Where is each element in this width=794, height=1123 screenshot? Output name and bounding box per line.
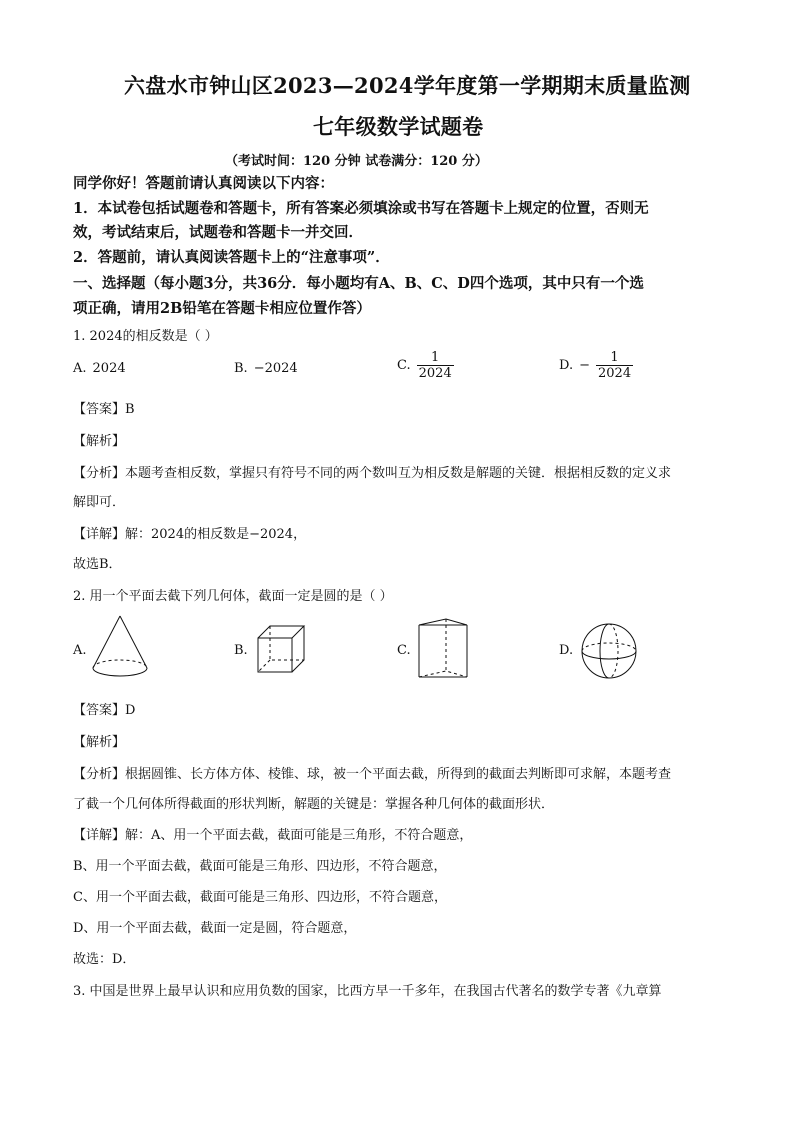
answer-tag: 【答案】 — [73, 703, 126, 718]
option-value: −2024 — [253, 361, 298, 376]
q2-detail-c: C、用一个平面去截，截面可能是三角形、四边形，不符合题意， — [73, 890, 447, 905]
q1-answer — [73, 398, 135, 417]
option-label: B. — [234, 361, 248, 376]
triangular-prism-icon — [416, 617, 470, 681]
q2-detail-b: B、用一个平面去截，截面可能是三角形、四边形，不符合题意， — [73, 859, 447, 874]
question-1-stem: 1. 2024的相反数是（ ） — [73, 329, 218, 344]
q2-detail-d: D、用一个平面去截，截面一定是圆，符合题意， — [73, 921, 357, 936]
question-3-stem: 3. 中国是世界上最早认识和应用负数的国家，比西方早一千多年，在我国古代著名的数学专著《九章算 — [73, 984, 662, 999]
q1-option-a — [73, 361, 126, 376]
q2-option-b-label: B. — [234, 643, 248, 658]
fraction-denominator: 2024 — [598, 366, 632, 381]
page-title: 六盘水市钟山区2023—2024学年度第一学期期末质量监测 — [124, 73, 691, 98]
instruction-2: 2．答题前，请认真阅读答题卡上的“注意事项”． — [73, 249, 390, 266]
section-heading-line2: 项正确，请用2B铅笔在答题卡相应位置作答） — [73, 300, 371, 317]
q1-analysis-tag: 【解析】 — [73, 434, 126, 449]
fenxi-tag: 【分析】 — [73, 767, 126, 782]
answer-tag: 【答案】 — [73, 402, 126, 417]
q2-fenxi-line2: 了截一个几何体所得截面的形状判断，解题的关键是：掌握各种几何体的截面形状． — [73, 797, 555, 812]
sphere-icon — [580, 622, 638, 680]
q2-option-c-label: C. — [397, 643, 411, 658]
page-subtitle: 七年级数学试题卷 — [313, 114, 484, 139]
detail-tag: 【详解】 — [73, 527, 126, 542]
q1-option-d — [559, 350, 633, 381]
fraction-denominator: 2024 — [418, 366, 452, 381]
q1-option-c — [397, 350, 454, 381]
instruction-1-line2: 效，考试结束后，试题卷和答题卡一并交回． — [73, 224, 363, 241]
fraction — [596, 350, 633, 381]
question-2-stem: 2. 用一个平面去截下列几何体，截面一定是圆的是（ ） — [73, 589, 393, 604]
fraction — [417, 350, 454, 381]
option-value: 2024 — [92, 361, 126, 376]
detail-text: 解：A、用一个平面去截，截面可能是三角形，不符合题意， — [125, 828, 473, 843]
answer-value: D — [125, 703, 136, 718]
detail-text: 解：2024的相反数是−2024， — [125, 527, 307, 542]
q1-detail — [73, 523, 306, 542]
fraction-numerator: 1 — [431, 350, 440, 365]
option-label: D. — [559, 358, 574, 373]
instruction-1-line1: 1．本试卷包括试题卷和答题卡，所有答案必须填涂或书写在答题卡上规定的位置，否则无 — [73, 200, 649, 217]
section-heading-line1: 一、选择题（每小题3分，共36分．每小题均有A、B、C、D四个选项，其中只有一个选 — [73, 275, 644, 292]
exam-info: （考试时间：120 分钟 试卷满分：120 分） — [225, 154, 488, 169]
q1-conclusion: 故选B． — [73, 557, 122, 572]
q2-option-a-label: A. — [73, 643, 87, 658]
fenxi-text: 根据圆锥、长方体方体、棱锥、球，被一个平面去截，所得到的截面去判断即可求解，本题考查 — [125, 767, 672, 782]
cone-icon — [88, 614, 152, 680]
fraction-numerator: 1 — [610, 350, 619, 365]
greeting: 同学你好！答题前请认真阅读以下内容： — [73, 175, 334, 192]
q2-answer — [73, 699, 135, 718]
q2-detail-a — [73, 824, 472, 843]
q2-option-d-label: D. — [559, 643, 574, 658]
cube-icon — [256, 624, 306, 674]
minus-sign: − — [579, 358, 590, 373]
q1-fenxi-line2: 解即可． — [73, 495, 126, 510]
q2-analysis-tag: 【解析】 — [73, 735, 126, 750]
q2-conclusion: 故选：D． — [73, 952, 136, 967]
detail-tag: 【详解】 — [73, 828, 126, 843]
answer-value: B — [125, 402, 135, 417]
fenxi-tag: 【分析】 — [73, 466, 126, 481]
q1-fenxi-line1 — [73, 462, 671, 481]
fenxi-text: 本题考查相反数，掌握只有符号不同的两个数叫互为相反数是解题的关键．根据相反数的定义求 — [125, 466, 672, 481]
option-label: A. — [73, 361, 87, 376]
q2-fenxi-line1 — [73, 763, 671, 782]
option-label: C. — [397, 358, 411, 373]
q1-option-b — [234, 361, 298, 376]
